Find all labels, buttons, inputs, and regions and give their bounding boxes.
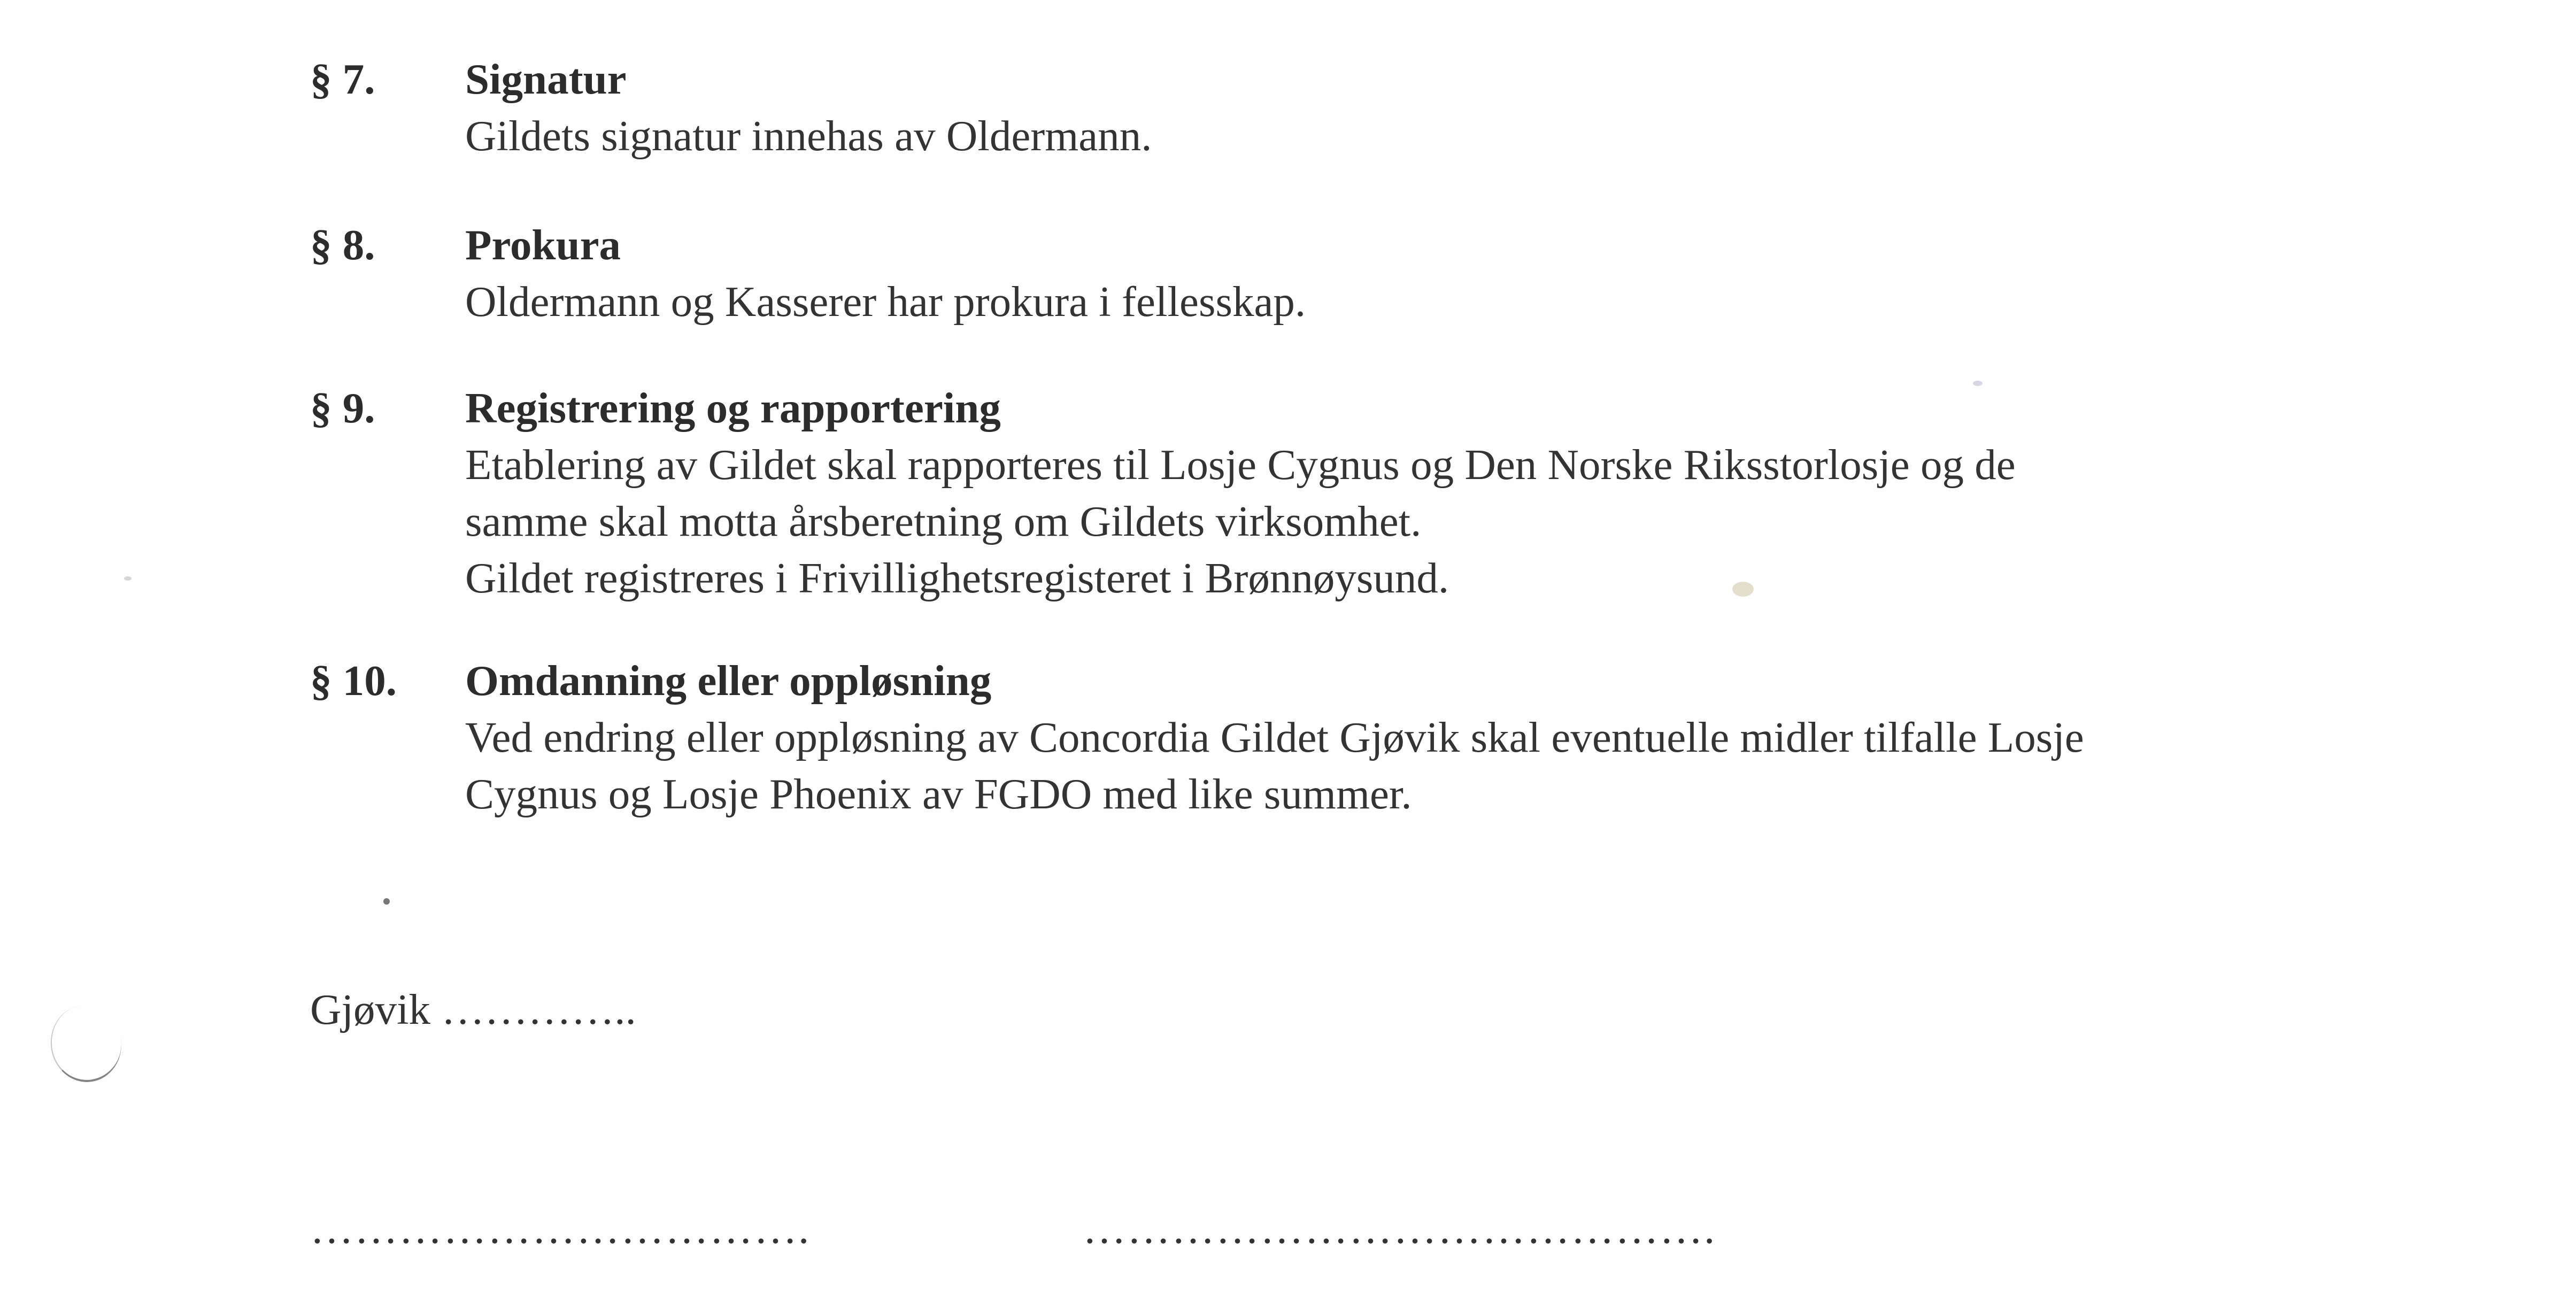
section-number: § 10. xyxy=(310,657,397,705)
place-date-line: Gjøvik ………….. xyxy=(310,985,636,1033)
scan-speck xyxy=(1973,381,1983,386)
section-title: Omdanning eller oppløsning xyxy=(465,657,992,705)
section-title: Prokura xyxy=(465,221,621,269)
signature-line-left: ……………………………. xyxy=(310,1205,811,1253)
section-number: § 7. xyxy=(310,55,375,103)
section-number: § 9. xyxy=(310,384,375,432)
section-text-line: Cygnus og Losje Phoenix av FGDO med like summer. xyxy=(465,770,1412,818)
section-text-line: Etablering av Gildet skal rapporteres til Losje Cygnus og Den Norske Riksstorlosje og de xyxy=(465,441,2016,489)
section-title: Registrering og rapportering xyxy=(465,384,1001,432)
section-body xyxy=(465,51,2443,164)
scan-speck xyxy=(1732,582,1754,597)
section-body xyxy=(465,380,2443,606)
section-body xyxy=(465,652,2443,822)
section-number: § 8. xyxy=(310,221,375,269)
section-text-line: Ved endring eller oppløsning av Concordia Gildet Gjøvik skal eventuelle midler tilfalle Losje xyxy=(465,713,2084,761)
punch-hole-shadow xyxy=(46,1001,127,1087)
section-text-line: Oldermann og Kasserer har prokura i fellesskap. xyxy=(465,277,1306,326)
section-text-line: Gildet registreres i Frivillighetsregisteret i Brønnøysund. xyxy=(465,554,1449,602)
scan-speck xyxy=(383,898,390,905)
signature-line-right: ……………………………………. xyxy=(1083,1205,1716,1253)
section-title: Signatur xyxy=(465,55,627,103)
section-text-line: Gildets signatur innehas av Oldermann. xyxy=(465,112,1152,160)
section-text-line: samme skal motta årsberetning om Gildets virksomhet. xyxy=(465,497,1422,545)
section-body xyxy=(465,217,2443,330)
scan-speck xyxy=(124,576,132,581)
